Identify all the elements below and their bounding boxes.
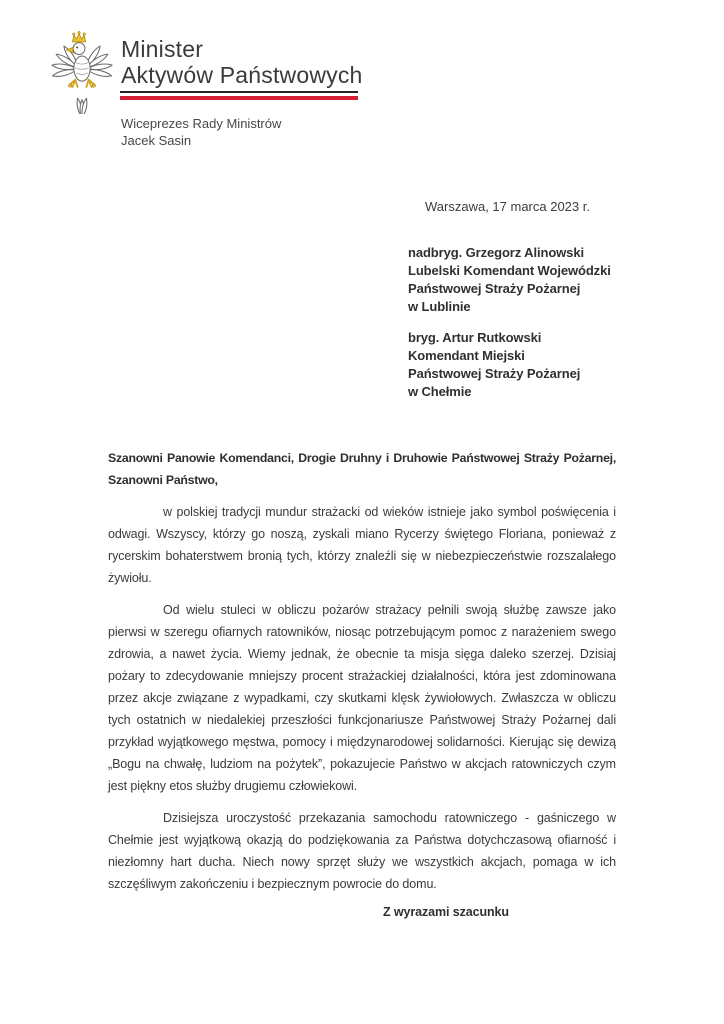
salutation: Szanowni Panowie Komendanci, Drogie Druhny i Druhowie Państwowej Straży Pożarnej, Szanowni Państwo, — [108, 451, 616, 487]
sender-name: Jacek Sasin — [121, 133, 192, 148]
recipient-1-organization: Państwowej Straży Pożarnej — [408, 281, 581, 296]
recipient-1-title: Lubelski Komendant Wojewódzki — [408, 263, 611, 278]
recipient-1 — [408, 244, 611, 316]
recipient-2 — [408, 329, 611, 401]
header-rule-red-line — [120, 96, 358, 100]
recipient-2-title: Komendant Miejski — [408, 348, 525, 363]
polish-eagle-coat-of-arms-icon — [45, 29, 119, 114]
ministry-name-line2: Aktywów Państwowych — [121, 62, 363, 88]
sender-block — [121, 115, 281, 149]
header-rule — [120, 91, 358, 100]
paragraph-2: Od wielu stuleci w obliczu pożarów strażacy pełnili swoją służbę zawsze jako pierwsi w szeregu ofiarnych ratowników, niosąc potrzebującym pomoc z narażeniem swego zdrowia, a nawet życia. Wiemy jednak, że obecnie ta misja sięga daleko szerzej. Dzisiaj pożary to zdecydowanie mniejszy procent strażackiej działalności, która jest zdominowana przez akcje związane z wypadkami, czy skutkami klęsk żywiołowych. Zwłaszcza w obliczu tych ostatnich w niedalekiej przeszłości funkcjonariusze Państwowej Straży Pożarnej dali przykład wyjątkowego męstwa, pomocy i międzynarodowej solidarności. Kierując się dewizą „Bogu na chwałę, ludziom na pożytek”, pokazujecie Państwo w akcjach ratowniczych czym jest piękny etos służby drugiemu człowiekowi. — [108, 603, 616, 793]
paragraph-3: Dzisiejsza uroczystość przekazania samochodu ratowniczego - gaśniczego w Chełmie jest wyjątkową okazją do podziękowania za Państwa dotychczasową ofiarność i niezłomny hart ducha. Niech nowy sprzęt służy we wszystkich akcjach, pomaga w ich szczęśliwym zakończeniu i bezpiecznym powrocie do domu. — [108, 811, 616, 891]
letter-body — [108, 447, 616, 923]
ministry-name — [121, 36, 363, 88]
recipient-2-location: w Chełmie — [408, 384, 472, 399]
recipient-2-name: bryg. Artur Rutkowski — [408, 330, 542, 345]
sender-title: Wiceprezes Rady Ministrów — [121, 116, 282, 131]
paragraph-1: w polskiej tradycji mundur strażacki od wieków istnieje jako symbol poświęcenia i odwagi. Wszyscy, którzy go noszą, zyskali miano Rycerzy świętego Floriana, ponieważ z rycerskim bohaterstwem bronią tych, którzy znaleźli się w niebezpieczeństwie rozszalałego żywiołu. — [108, 505, 616, 585]
recipient-2-organization: Państwowej Straży Pożarnej — [408, 366, 581, 381]
recipients-block — [408, 244, 611, 414]
closing-salutation: Z wyrazami szacunku — [383, 905, 509, 919]
recipient-1-name: nadbryg. Grzegorz Alinowski — [408, 245, 584, 260]
place-and-date: Warszawa, 17 marca 2023 r. — [425, 199, 590, 214]
recipient-1-location: w Lublinie — [408, 299, 471, 314]
header-rule-dark-line — [120, 91, 358, 93]
ministry-name-line1: Minister — [121, 36, 204, 62]
